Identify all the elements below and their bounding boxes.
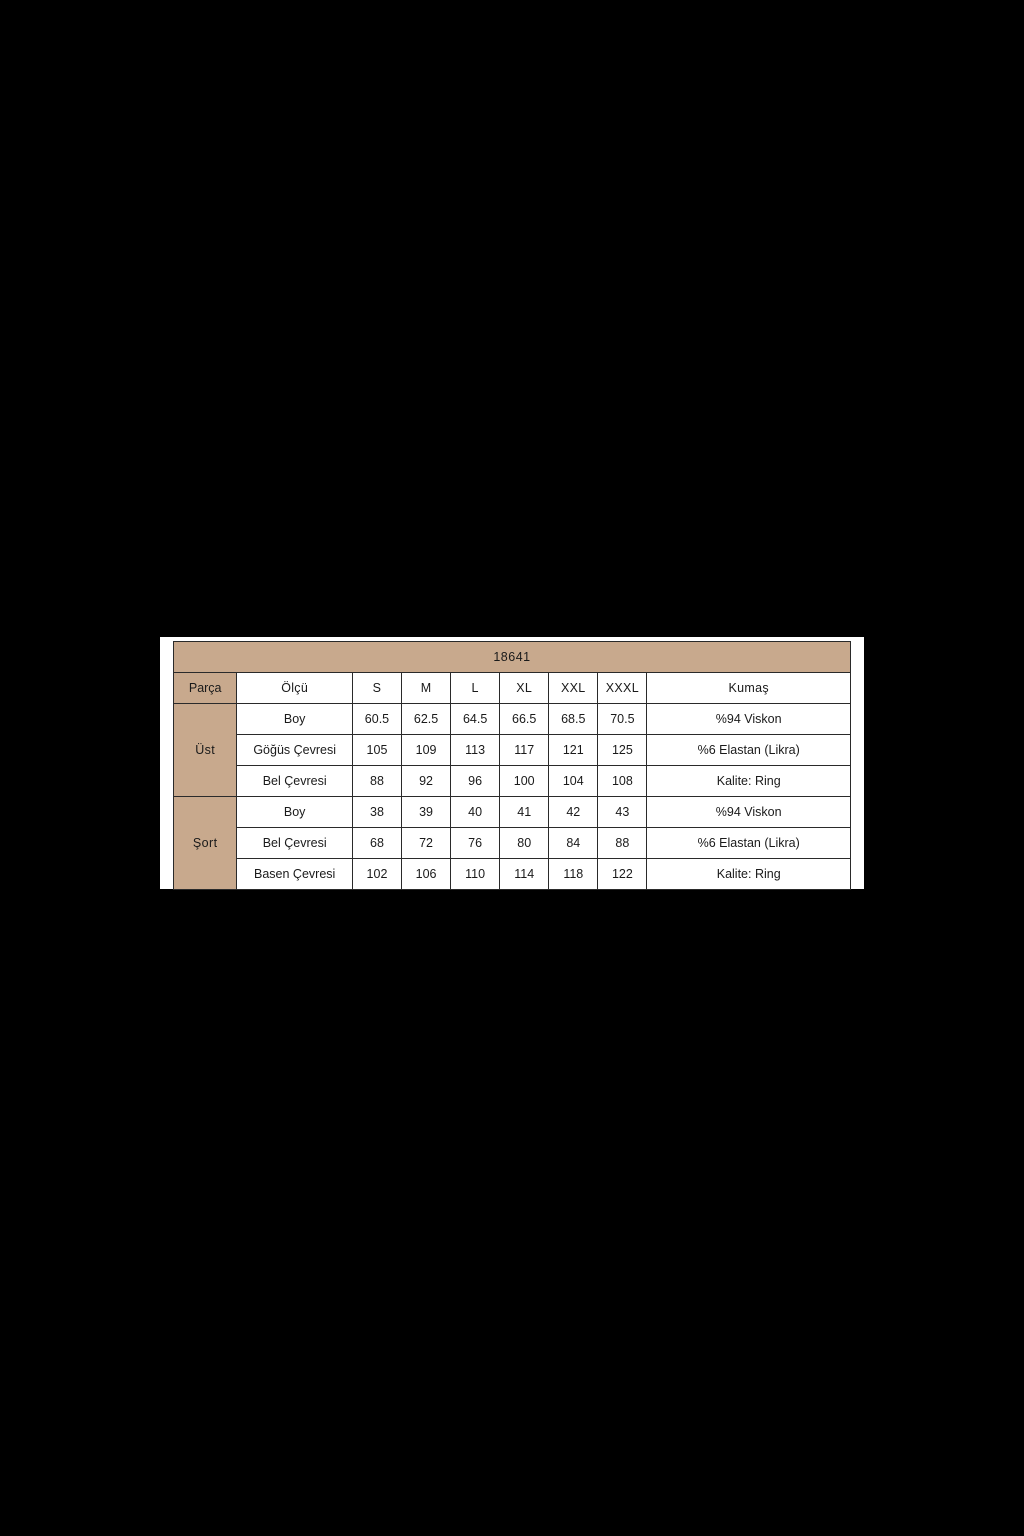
column-header-kumas: Kumaş [647, 673, 851, 704]
cell-value: 102 [352, 859, 401, 890]
cell-value: 108 [598, 766, 647, 797]
cell-value: 125 [598, 735, 647, 766]
cell-value: 106 [402, 859, 451, 890]
cell-value: 60.5 [352, 704, 401, 735]
size-chart-container [160, 637, 864, 889]
table-row [174, 797, 851, 828]
cell-value: 88 [352, 766, 401, 797]
cell-value: 96 [451, 766, 500, 797]
column-header-m: M [402, 673, 451, 704]
cell-value: 62.5 [402, 704, 451, 735]
measure-label: Göğüs Çevresi [237, 735, 353, 766]
measure-label: Basen Çevresi [237, 859, 353, 890]
cell-value: 41 [500, 797, 549, 828]
column-header-s: S [352, 673, 401, 704]
cell-value: 110 [451, 859, 500, 890]
cell-value: 118 [549, 859, 598, 890]
column-header-xxxl: XXXL [598, 673, 647, 704]
fabric-text: %94 Viskon [647, 704, 851, 735]
cell-value: 117 [500, 735, 549, 766]
cell-value: 70.5 [598, 704, 647, 735]
column-header-xxl: XXL [549, 673, 598, 704]
cell-value: 80 [500, 828, 549, 859]
measure-label: Bel Çevresi [237, 828, 353, 859]
table-row [174, 704, 851, 735]
group-label-ust: Üst [174, 704, 237, 797]
cell-value: 40 [451, 797, 500, 828]
cell-value: 105 [352, 735, 401, 766]
cell-value: 43 [598, 797, 647, 828]
cell-value: 68 [352, 828, 401, 859]
cell-value: 39 [402, 797, 451, 828]
table-row [174, 766, 851, 797]
column-header-olcu: Ölçü [237, 673, 353, 704]
cell-value: 68.5 [549, 704, 598, 735]
fabric-text: Kalite: Ring [647, 766, 851, 797]
measure-label: Boy [237, 704, 353, 735]
cell-value: 109 [402, 735, 451, 766]
cell-value: 72 [402, 828, 451, 859]
cell-value: 84 [549, 828, 598, 859]
cell-value: 114 [500, 859, 549, 890]
cell-value: 38 [352, 797, 401, 828]
cell-value: 100 [500, 766, 549, 797]
column-header-parca: Parça [174, 673, 237, 704]
cell-value: 88 [598, 828, 647, 859]
cell-value: 113 [451, 735, 500, 766]
cell-value: 104 [549, 766, 598, 797]
table-row [174, 859, 851, 890]
table-row [174, 828, 851, 859]
size-chart-table [173, 641, 851, 890]
cell-value: 66.5 [500, 704, 549, 735]
cell-value: 42 [549, 797, 598, 828]
fabric-text: Kalite: Ring [647, 859, 851, 890]
column-header-xl: XL [500, 673, 549, 704]
measure-label: Bel Çevresi [237, 766, 353, 797]
fabric-text: %6 Elastan (Likra) [647, 828, 851, 859]
cell-value: 64.5 [451, 704, 500, 735]
fabric-text: %6 Elastan (Likra) [647, 735, 851, 766]
table-header-row [174, 673, 851, 704]
fabric-text: %94 Viskon [647, 797, 851, 828]
measure-label: Boy [237, 797, 353, 828]
product-code-title: 18641 [174, 642, 851, 673]
column-header-l: L [451, 673, 500, 704]
cell-value: 92 [402, 766, 451, 797]
cell-value: 122 [598, 859, 647, 890]
table-row [174, 735, 851, 766]
table-title-row [174, 642, 851, 673]
cell-value: 121 [549, 735, 598, 766]
cell-value: 76 [451, 828, 500, 859]
group-label-sort: Şort [174, 797, 237, 890]
